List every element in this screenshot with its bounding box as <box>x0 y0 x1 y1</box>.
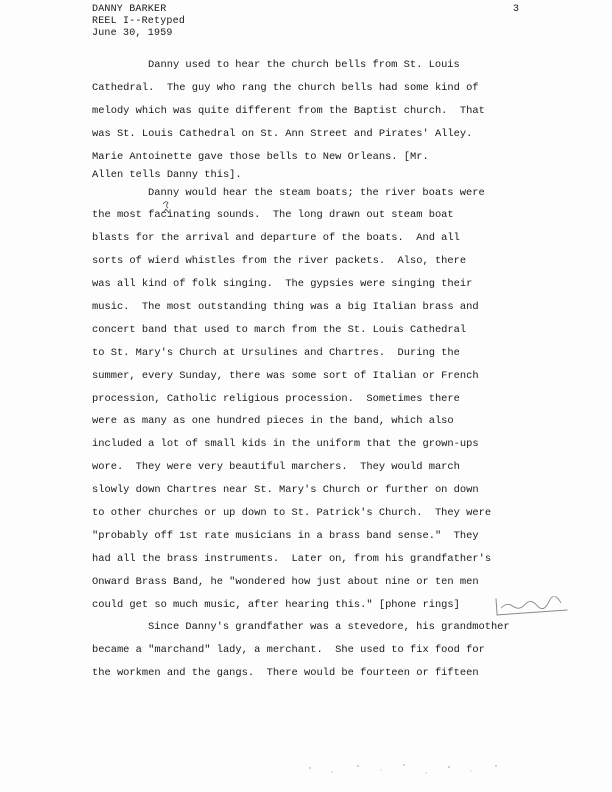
text-line: blasts for the arrival and departure of the boats. And all <box>92 232 460 245</box>
text-line: were as many as one hundred pieces in the band, which also <box>92 415 454 428</box>
document-header <box>92 4 185 40</box>
transcript-body <box>92 58 522 689</box>
text-line: music. The most outstanding thing was a big Italian brass and <box>92 301 479 314</box>
text-line: Marie Antoinette gave those bells to New Orleans. [Mr. <box>92 150 429 163</box>
text-line: was all kind of folk singing. The gypsies were singing their <box>92 278 473 291</box>
header-name: DANNY BARKER <box>92 4 167 15</box>
header-date: June 30, 1959 <box>92 28 173 39</box>
text-line: was St. Louis Cathedral on St. Ann Street and Pirates' Alley. <box>92 127 473 140</box>
text-line: included a lot of small kids in the uniform that the grown-ups <box>92 438 479 451</box>
text-line: melody which was quite different from the Baptist church. That <box>92 104 485 117</box>
text-line: to St. Mary's Church at Ursulines and Chartres. During the <box>92 346 460 359</box>
text-line: slowly down Chartres near St. Mary's Church or further on down <box>92 484 479 497</box>
text-line: had all the brass instruments. Later on, from his grandfather's <box>92 552 492 565</box>
page-number: 3 <box>513 4 520 15</box>
header-reel: REEL I--Retyped <box>92 16 186 27</box>
text-line: became a "marchand" lady, a merchant. She used to fix food for <box>92 644 485 657</box>
text-line: could get so much music, after hearing this." [phone rings] <box>92 598 460 611</box>
text-line: Cathedral. The guy who rang the church bells had some kind of <box>92 81 479 94</box>
text-line: summer, every Sunday, there was some sort of Italian or French <box>92 369 479 382</box>
scan-speckle-noise <box>300 760 520 778</box>
handwritten-margin-scribble <box>495 594 567 616</box>
text-line: the most facinating sounds. The long drawn out steam boat <box>92 209 454 222</box>
text-line: Allen tells Danny this]. <box>92 168 242 181</box>
text-line: "probably off 1st rate musicians in a brass band sense." They <box>92 529 479 542</box>
text-line: procession, Catholic religious procession. Sometimes there <box>92 392 460 405</box>
text-line: concert band that used to march from the St. Louis Cathedral <box>92 323 467 336</box>
handwritten-caret-mark <box>161 200 171 217</box>
text-line: to other churches or up down to St. Patrick's Church. They were <box>92 507 492 520</box>
text-line: Danny used to hear the church bells from St. Louis <box>148 59 460 71</box>
text-line: Onward Brass Band, he "wondered how just about nine or ten men <box>92 575 479 588</box>
text-line: sorts of wierd whistles from the river packets. Also, there <box>92 255 467 268</box>
text-line: Since Danny's grandfather was a stevedore, his grandmother <box>148 621 510 634</box>
text-line: wore. They were very beautiful marchers. They would march <box>92 461 460 474</box>
text-line: Danny would hear the steam boats; the river boats were <box>148 186 485 199</box>
text-line: the workmen and the gangs. There would be fourteen or fifteen <box>92 667 479 680</box>
